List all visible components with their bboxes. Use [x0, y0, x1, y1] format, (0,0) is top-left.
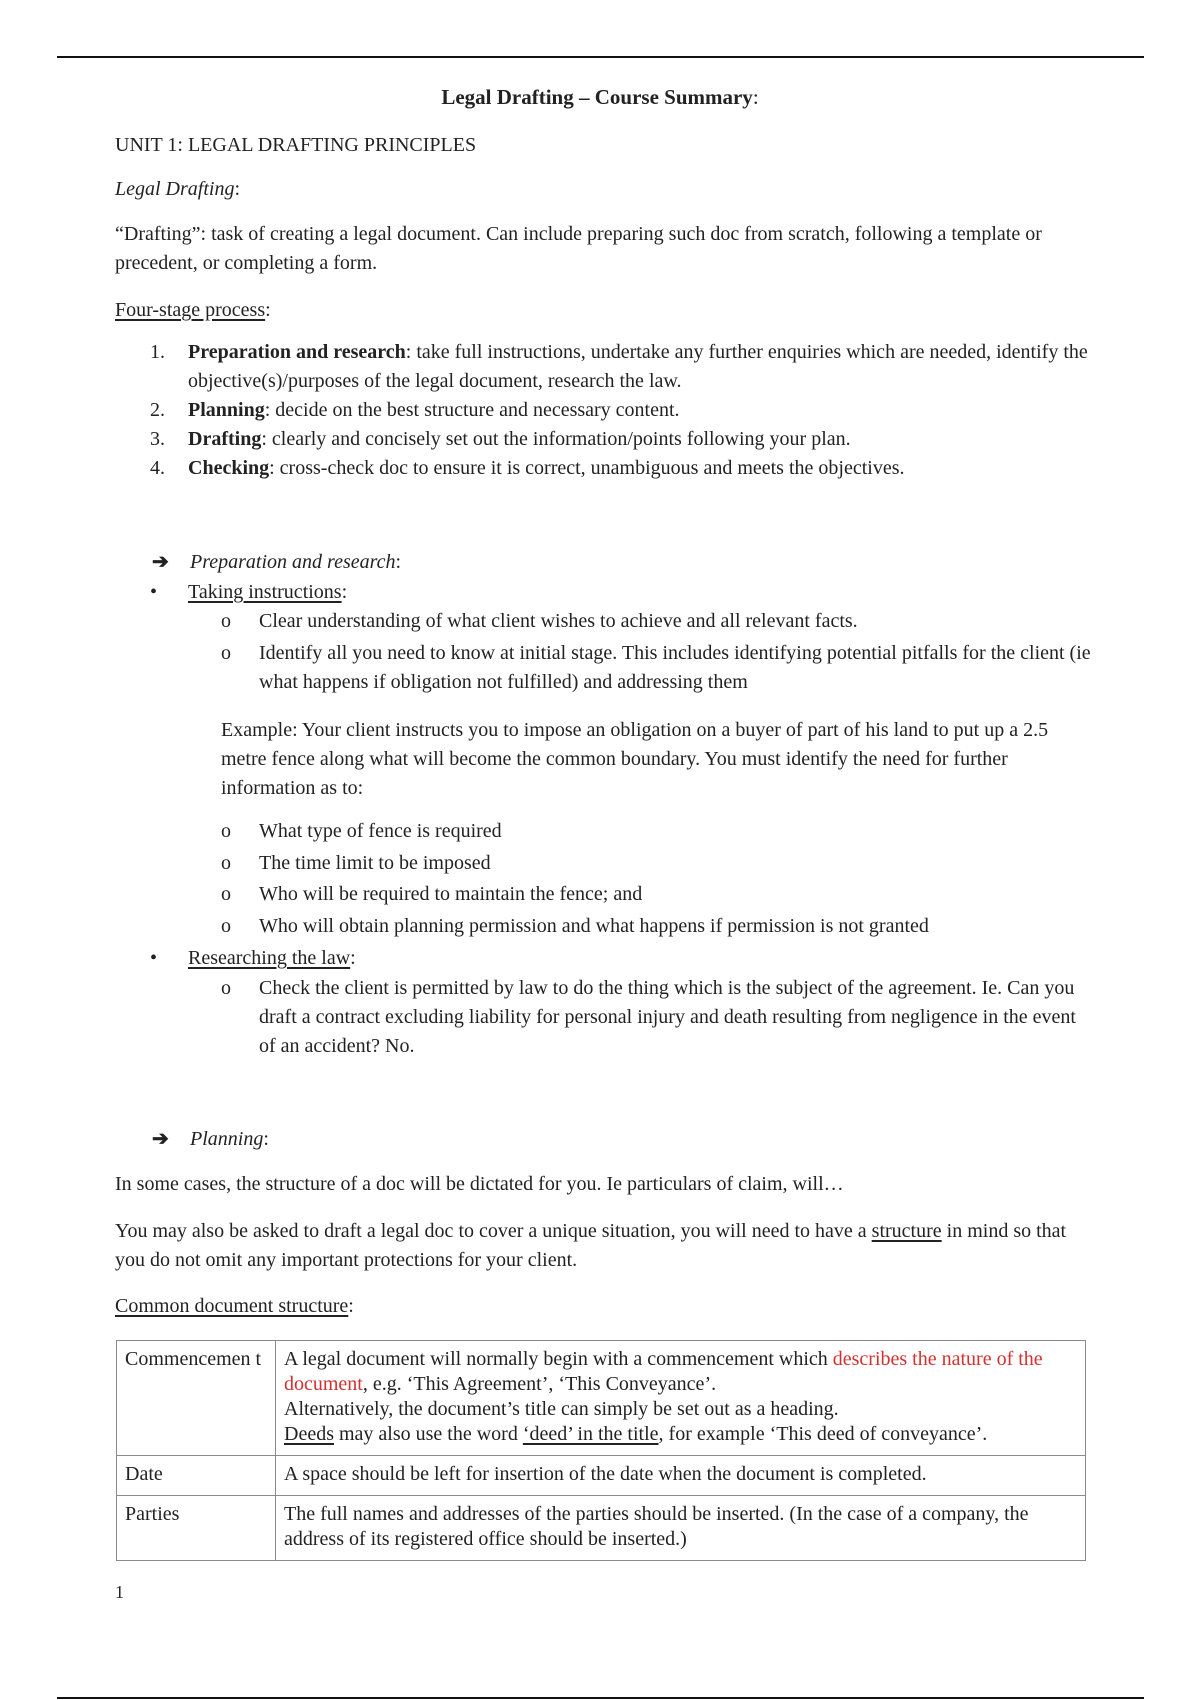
table-row [117, 1341, 1086, 1456]
list-item: 2. Planning: decide on the best structure and necessary content. [150, 399, 680, 421]
list-item: 1. Preparation and research: take full instructions, undertake any further enquiries which are needed, identify the objective(s)/purposes of the legal document, research the law. [150, 341, 1088, 392]
planning-paragraph-2: You may also be asked to draft a legal doc to cover a unique situation, you will need to have a structure in mind so that you do not omit any important protections for your client. [115, 1220, 1067, 1271]
list-item: 3. Drafting: clearly and concisely set out the information/points following your plan. [150, 428, 851, 450]
top-rule [57, 56, 1144, 58]
table-cell-label: Commencemen t [117, 1341, 276, 1456]
arrow-icon: ➔ [152, 551, 169, 573]
sub-list-item: o Clear understanding of what client wishes to achieve and all relevant facts. [221, 607, 1091, 636]
common-structure-heading: Common document structure: [115, 1295, 354, 1317]
drafting-definition: “Drafting”: task of creating a legal document. Can include preparing such doc from scratch, following a template or precedent, or completing a form. [115, 223, 1042, 274]
four-stage-heading: Four-stage process: [115, 299, 271, 321]
sub-bullet-icon: o [221, 610, 231, 632]
prep-arrow-heading: ➔ Preparation and research: [152, 548, 401, 577]
four-stage-list [0, 338, 1120, 483]
table-cell-text: A space should be left for insertion of the date when the document is completed. [276, 1456, 1086, 1496]
researching-bullet: • Researching the law: [150, 944, 356, 973]
table-row [117, 1496, 1086, 1561]
sub-list-item: o The time limit to be imposed [221, 849, 1091, 878]
arrow-icon: ➔ [152, 1128, 169, 1150]
sub-bullet-icon: o [221, 852, 231, 874]
table-cell-label: Date [117, 1456, 276, 1496]
sub-bullet-icon: o [221, 820, 231, 842]
sub-bullet-icon: o [221, 883, 231, 905]
example-paragraph: Example: Your client instructs you to impose an obligation on a buyer of part of his land to put up a 2.5 metre fence along what will become the common boundary. You must identify the need for further information as to: [221, 719, 1049, 799]
sub-list-item: o Who will be required to maintain the fence; and [221, 880, 1091, 909]
table-cell-text: A legal document will normally begin with a commencement which describes the nature of the document, e.g. ‘This Agreement’, ‘This Conveyance’. Alternatively, the document’s title can simply be set out as a heading. Deeds may also use the word ‘deed’ in the title, for example ‘This deed of conveyance’. [276, 1341, 1086, 1456]
planning-arrow-heading: ➔ Planning: [152, 1125, 269, 1154]
sub-list-item: o What type of fence is required [221, 817, 1091, 846]
table-cell-text: The full names and addresses of the parties should be inserted. (In the case of a company, the address of its registered office should be inserted.) [276, 1496, 1086, 1561]
page-title: Legal Drafting – Course Summary: [441, 85, 759, 109]
sub-list-item: o Who will obtain planning permission and what happens if permission is not granted [221, 912, 1091, 941]
list-item: 4. Checking: cross-check doc to ensure it is correct, unambiguous and meets the objectives. [150, 457, 905, 479]
bullet-icon: • [150, 947, 158, 969]
bottom-rule [57, 1697, 1144, 1699]
table-row [117, 1456, 1086, 1496]
unit-heading: UNIT 1: LEGAL DRAFTING PRINCIPLES [115, 134, 477, 156]
sub-bullet-icon: o [221, 642, 231, 664]
structure-table [116, 1340, 1086, 1561]
section-heading: Legal Drafting: [115, 178, 241, 200]
bullet-icon: • [150, 581, 158, 603]
page-number: 1 [115, 1582, 124, 1602]
sub-bullet-icon: o [221, 915, 231, 937]
planning-paragraph-1: In some cases, the structure of a doc will be dictated for you. Ie particulars of claim, will… [115, 1173, 844, 1195]
taking-instructions-bullet: • Taking instructions: [150, 578, 347, 607]
sub-list-item: o Check the client is permitted by law to do the thing which is the subject of the agreement. Ie. Can you draft a contract excluding liability for personal injury and death resulting from negligence in the event of an accident? No. [221, 974, 1091, 1061]
sub-bullet-icon: o [221, 977, 231, 999]
sub-list-item: o Identify all you need to know at initial stage. This includes identifying potential pitfalls for the client (ie what happens if obligation not fulfilled) and addressing them [221, 639, 1091, 697]
table-cell-label: Parties [117, 1496, 276, 1561]
